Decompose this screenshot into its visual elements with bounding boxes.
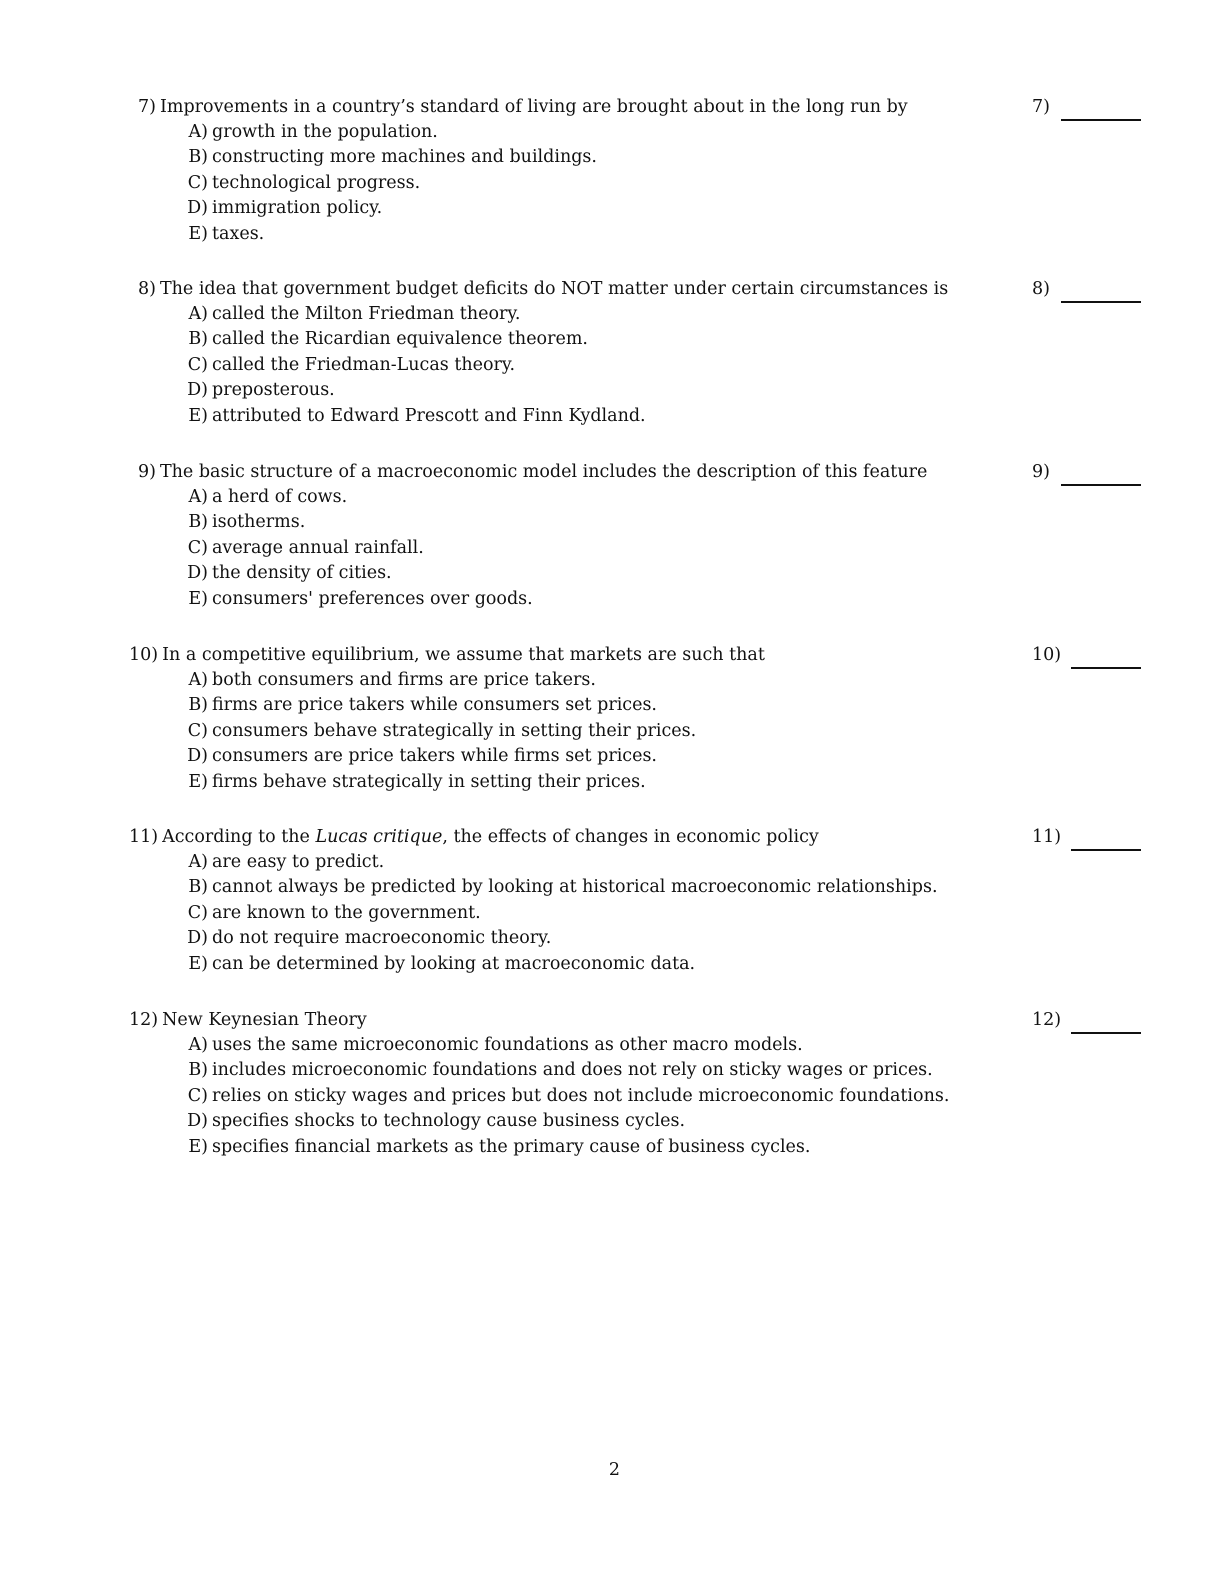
option-text: technological progress. (212, 172, 421, 193)
answer-label: 11) (1032, 827, 1062, 847)
option-letter: B) (188, 329, 208, 350)
answer-blank[interactable] (1071, 849, 1141, 851)
option-text: the density of cities. (212, 563, 392, 584)
option-letter: A) (188, 670, 208, 690)
option-list (182, 850, 938, 977)
option-letter: E) (188, 223, 208, 244)
question-text: The basic structure of a macroeconomic model includes the description of this feature (159, 462, 928, 482)
question-stem (129, 1008, 367, 1032)
option-b (182, 145, 597, 170)
question-12 (0, 1008, 1229, 1178)
answer-label: 10) (1032, 645, 1062, 665)
option-e (182, 404, 646, 429)
option-c (182, 719, 696, 744)
answer-label: 7) (1032, 97, 1050, 117)
option-text: both consumers and firms are price takers. (212, 670, 596, 690)
option-d (182, 744, 696, 769)
option-letter: A) (188, 852, 208, 872)
question-stem (129, 643, 765, 667)
answer-label: 8) (1032, 279, 1050, 299)
option-letter: B) (188, 695, 208, 716)
answer-blank[interactable] (1071, 1032, 1141, 1034)
option-text: firms are price takers while consumers set prices. (212, 695, 657, 716)
answer-label: 9) (1032, 462, 1050, 482)
question-number: 11) (129, 827, 159, 847)
option-d (182, 561, 533, 586)
answer-blank[interactable] (1061, 484, 1141, 486)
option-b (182, 875, 938, 900)
option-list (182, 668, 696, 795)
option-a (182, 668, 696, 693)
option-a (182, 1033, 949, 1058)
option-text: consumers are price takers while firms set prices. (212, 746, 657, 767)
option-letter: C) (187, 354, 208, 375)
option-letter: E) (188, 771, 208, 792)
option-text: taxes. (212, 223, 265, 244)
option-text: are easy to predict. (212, 852, 385, 872)
question-number: 9) (138, 462, 156, 482)
option-b (182, 510, 533, 535)
question-stem (138, 95, 908, 119)
question-number: 7) (138, 97, 156, 117)
option-text: specifies financial markets as the primary cause of business cycles. (212, 1136, 811, 1157)
option-text: relies on sticky wages and prices but does not include microeconomic foundations. (212, 1085, 950, 1106)
option-list (182, 485, 533, 612)
answer-blank[interactable] (1061, 119, 1141, 121)
option-letter: B) (188, 1060, 208, 1081)
option-text: called the Friedman-Lucas theory. (212, 354, 516, 375)
option-a (182, 302, 646, 327)
option-letter: D) (187, 563, 208, 584)
option-letter: A) (188, 304, 208, 324)
option-letter: E) (188, 405, 208, 426)
option-letter: D) (187, 380, 208, 401)
page-number: 2 (608, 1460, 621, 1480)
question-number: 8) (138, 279, 156, 299)
option-letter: E) (188, 588, 208, 609)
option-text: average annual rainfall. (212, 537, 424, 558)
question-stem (138, 277, 948, 301)
option-c (182, 353, 646, 378)
option-letter: D) (187, 746, 208, 767)
option-letter: A) (188, 1035, 208, 1055)
option-text: called the Ricardian equivalence theorem. (212, 329, 588, 350)
option-d (182, 378, 646, 403)
option-b (182, 327, 646, 352)
option-text: are known to the government. (212, 902, 481, 923)
question-8 (0, 277, 1229, 447)
option-b (182, 693, 696, 718)
question-text: In a competitive equilibrium, we assume that markets are such that (162, 645, 765, 665)
option-text: uses the same microeconomic foundations as other macro models. (212, 1035, 803, 1055)
option-text: constructing more machines and buildings. (212, 147, 597, 168)
option-text: called the Milton Friedman theory. (212, 304, 521, 324)
option-a (182, 120, 597, 145)
option-letter: E) (188, 1136, 208, 1157)
question-7 (0, 95, 1229, 265)
option-a (182, 850, 938, 875)
option-letter: C) (187, 720, 208, 741)
option-text: consumers' preferences over goods. (212, 588, 533, 609)
option-e (182, 770, 696, 795)
option-d (182, 926, 938, 951)
option-letter: D) (187, 928, 208, 949)
option-text: immigration policy. (212, 198, 383, 219)
option-letter: B) (188, 877, 208, 898)
option-letter: C) (187, 902, 208, 923)
option-letter: A) (188, 487, 208, 507)
option-text: includes microeconomic foundations and does not rely on sticky wages or prices. (212, 1060, 933, 1081)
question-text: The idea that government budget deficits do NOT matter under certain circumstances is (159, 279, 949, 299)
option-text: isotherms. (212, 512, 306, 533)
option-c (182, 1084, 949, 1109)
option-letter: C) (187, 537, 208, 558)
answer-label: 12) (1032, 1010, 1062, 1030)
option-d (182, 1109, 949, 1134)
option-list (182, 1033, 949, 1160)
option-text: can be determined by looking at macroeconomic data. (212, 953, 696, 974)
question-11 (0, 825, 1229, 995)
option-c (182, 536, 533, 561)
option-c (182, 901, 938, 926)
option-e (182, 587, 533, 612)
option-list (182, 302, 646, 429)
answer-blank[interactable] (1071, 667, 1141, 669)
question-text-after: , the effects of changes in economic policy (442, 827, 819, 847)
option-text: preposterous. (212, 380, 335, 401)
question-text: Improvements in a country’s standard of living are brought about in the long run by (159, 97, 908, 117)
option-text: firms behave strategically in setting their prices. (212, 771, 646, 792)
question-number: 10) (129, 645, 159, 665)
option-a (182, 485, 533, 510)
option-text: a herd of cows. (212, 487, 348, 507)
option-letter: E) (188, 953, 208, 974)
option-letter: B) (188, 512, 208, 533)
option-letter: C) (187, 172, 208, 193)
question-10 (0, 643, 1229, 813)
option-e (182, 222, 597, 247)
option-d (182, 196, 597, 221)
option-text: do not require macroeconomic theory. (212, 928, 552, 949)
option-c (182, 171, 597, 196)
question-text: New Keynesian Theory (162, 1010, 367, 1030)
option-b (182, 1058, 949, 1083)
option-e (182, 1135, 949, 1160)
option-letter: C) (187, 1085, 208, 1106)
answer-blank[interactable] (1061, 301, 1141, 303)
option-text: consumers behave strategically in setting their prices. (212, 720, 697, 741)
question-9 (0, 460, 1229, 630)
question-text-before: According to the (162, 827, 310, 847)
option-list (182, 120, 597, 247)
question-stem (138, 460, 927, 484)
option-text: growth in the population. (212, 122, 438, 142)
option-letter: D) (187, 198, 208, 219)
question-stem (129, 825, 819, 849)
option-text: specifies shocks to technology cause business cycles. (212, 1111, 686, 1132)
option-letter: A) (188, 122, 208, 142)
option-letter: B) (188, 147, 208, 168)
question-emphasis: Lucas critique (315, 827, 443, 847)
option-letter: D) (187, 1111, 208, 1132)
option-text: attributed to Edward Prescott and Finn Kydland. (212, 405, 646, 426)
option-e (182, 952, 938, 977)
option-text: cannot always be predicted by looking at historical macroeconomic relationships. (212, 877, 938, 898)
question-number: 12) (129, 1010, 159, 1030)
